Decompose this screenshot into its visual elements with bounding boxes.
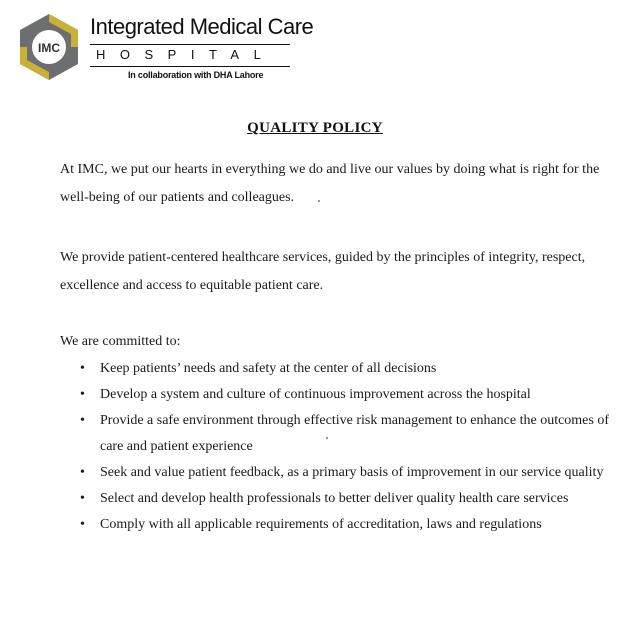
- hospital-name: Integrated Medical Care: [90, 14, 314, 39]
- bullet-icon: •: [80, 491, 85, 506]
- commitment-text: Develop a system and culture of continuous improvement across the hospital: [100, 387, 531, 402]
- commitment-text: Comply with all applicable requirements of accreditation, laws and regulations: [100, 517, 542, 532]
- commitment-text: Select and develop health professionals to better deliver quality health care services: [100, 491, 569, 506]
- bullet-icon: •: [80, 517, 85, 532]
- list-item: [60, 512, 610, 538]
- document-title: QUALITY POLICY: [247, 120, 383, 136]
- bullet-icon: •: [80, 361, 85, 376]
- list-item: [60, 460, 610, 486]
- collaboration-note: In collaboration with DHA Lahore: [128, 70, 264, 80]
- commitment-text: Keep patients’ needs and safety at the center of all decisions: [100, 361, 437, 376]
- list-item: [60, 486, 610, 512]
- services-paragraph: We provide patient-centered healthcare services, guided by the principles of integrity, respect, excellence and access to equitable patient care.: [60, 250, 586, 293]
- bullet-icon: •: [80, 413, 85, 428]
- logo-text: IMC: [38, 41, 60, 55]
- header-divider: [90, 44, 290, 45]
- bullet-icon: •: [80, 465, 85, 480]
- scan-speck: [326, 437, 328, 439]
- commitments-list: [60, 356, 610, 538]
- scan-speck: [318, 200, 320, 202]
- commitment-text: Seek and value patient feedback, as a primary basis of improvement in our service quality: [100, 465, 604, 480]
- commitment-text: Provide a safe environment through effective risk management to enhance the outcomes of care and patient experience: [100, 413, 610, 454]
- hospital-subtitle: HOSPITAL: [96, 47, 276, 62]
- list-item: [60, 408, 610, 460]
- header-divider: [90, 66, 290, 67]
- bullet-icon: •: [80, 387, 85, 402]
- intro-paragraph: At IMC, we put our hearts in everything we do and live our values by doing what is right for the well-being of our patients and colleagues.: [60, 162, 600, 205]
- imc-logo-icon: [16, 12, 82, 82]
- commitment-intro: We are committed to:: [60, 334, 181, 349]
- list-item: [60, 356, 610, 382]
- list-item: [60, 382, 610, 408]
